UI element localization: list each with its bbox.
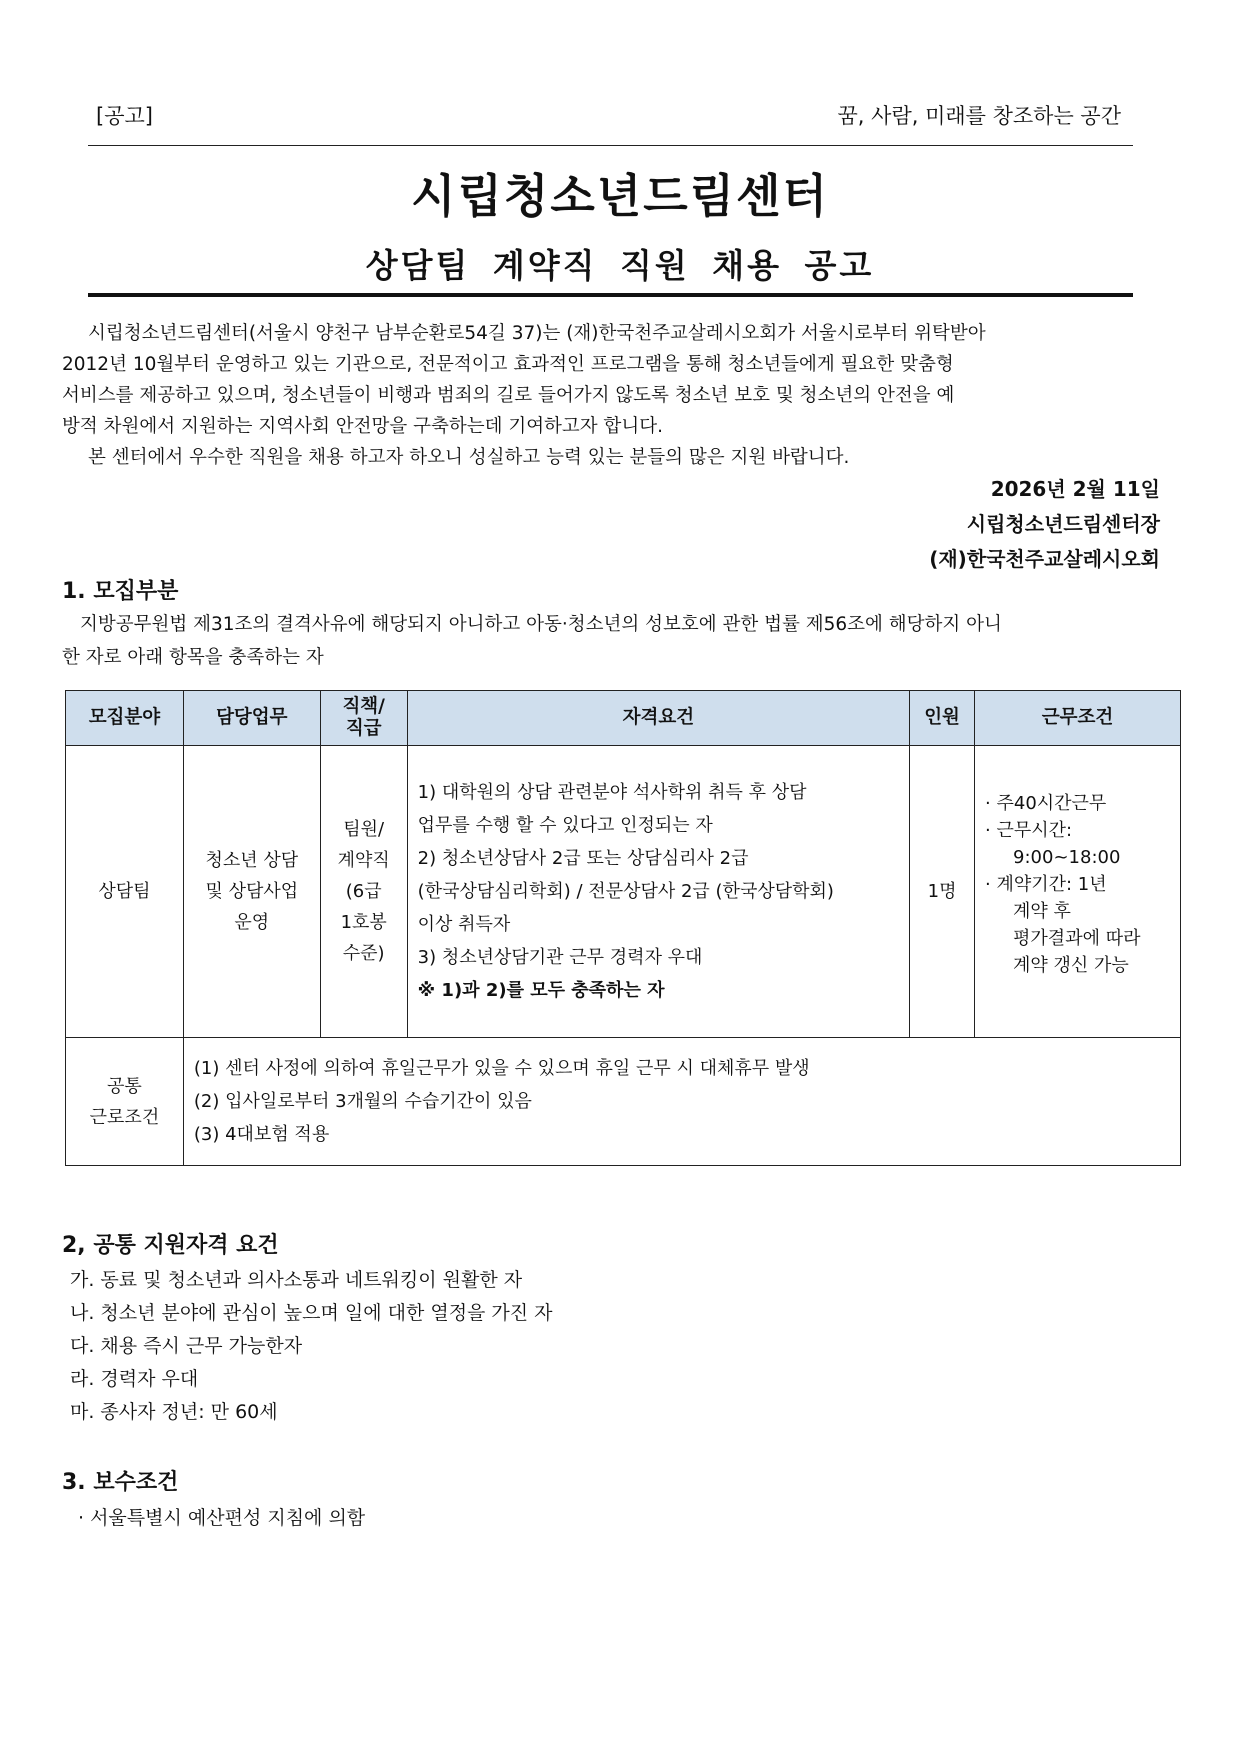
condition-line: 계약 후 [1013,901,1071,922]
field-cell: 상담팀 [66,746,184,1038]
header-cell: 자격요건 [407,691,909,746]
list-item: 다. 채용 즉시 근무 가능한자 [70,1335,303,1357]
common-condition-line: (2) 입사일로부터 3개월의 수습기간이 있음 [193,1091,532,1112]
intro-line: 방적 차원에서 지원하는 지역사회 안전망을 구축하는데 기여하고자 합니다. [62,416,664,437]
condition-line: 계약 갱신 가능 [1013,955,1129,976]
conditions-cell [975,746,1181,1038]
position-line: 팀원/ [343,819,385,840]
position-line: 계약직 [337,850,390,871]
position-cell [320,746,407,1038]
duty-cell [183,746,320,1038]
duty-line: 청소년 상담 [205,850,299,871]
intro-line: 서비스를 제공하고 있으며, 청소년들이 비행과 범죄의 길로 들어가지 않도록 청소년 보호 및 청소년의 안전을 예 [62,385,955,406]
qualification-line: 3) 청소년상담기관 근무 경력자 우대 [417,947,703,968]
condition-line: · 근무시간: [985,820,1073,841]
position-line: (6급 [345,881,382,902]
qualification-line: 2) 청소년상담사 2급 또는 상담심리사 2급 [417,848,749,869]
section1-desc-line: 지방공무원법 제31조의 결격사유에 해당되지 아니하고 아동·청소년의 성보호에 관한 법률 제56조에 해당하지 아니 [80,614,1002,635]
headcount-cell: 1명 [910,746,975,1038]
header-cell: 모집분야 [66,691,184,746]
signature-block [929,472,1160,577]
slogan: 꿈, 사람, 미래를 창조하는 공간 [837,104,1121,128]
header-cell: 인원 [910,691,975,746]
condition-line: · 주40시간근무 [985,793,1107,814]
duty-line: 및 상담사업 [205,881,299,902]
qualification-note: ※ 1)과 2)를 모두 충족하는 자 [417,980,665,1001]
table-header-row [66,691,1181,746]
condition-line: 9:00~18:00 [1013,847,1121,868]
section1-desc [62,608,1160,674]
common-label-line: 근로조건 [89,1106,160,1128]
page-subtitle: 상담팀 계약직 직원 채용 공고 [365,246,875,285]
common-condition-line: (1) 센터 사정에 의하여 휴일근무가 있을 수 있으며 휴일 근무 시 대체휴무 발생 [193,1058,810,1079]
condition-line: · 계약기간: 1년 [985,874,1107,895]
qualification-line: 이상 취득자 [417,914,511,935]
intro-line: 본 센터에서 우수한 직원을 채용 하고자 하오니 성실하고 능력 있는 분들의 많은 지원 바랍니다. [88,447,850,468]
list-item: 가. 동료 및 청소년과 의사소통과 네트워킹이 원활한 자 [70,1269,523,1291]
list-item: 나. 청소년 분야에 관심이 높으며 일에 대한 열정을 가진 자 [70,1302,553,1324]
qualification-line: (한국상담심리학회) / 전문상담사 2급 (한국상담학회) [417,881,834,902]
qualification-line: 1) 대학원의 상담 관련분야 석사학위 취득 후 상담 [417,782,807,803]
intro-text [62,318,1160,473]
section1-desc-line: 한 자로 아래 항목을 충족하는 자 [62,647,324,668]
intro-line: 시립청소년드림센터(서울시 양천구 남부순환로54길 37)는 (재)한국천주교살레시오회가 서울시로부터 위탁받아 [88,323,986,344]
duty-line: 운영 [234,912,270,933]
section3-heading: 3. 보수조건 [62,1470,179,1495]
center-head: 시립청소년드림센터장 [966,512,1160,536]
position-line: 수준) [342,943,385,964]
qualification-cell [407,746,909,1038]
position-line: 1호봉 [340,912,387,933]
section2-list [70,1264,1070,1429]
header-divider [88,145,1133,146]
header-cell: 담당업무 [183,691,320,746]
list-item: 라. 경력자 우대 [70,1368,199,1390]
header-cell: 근무조건 [975,691,1181,746]
intro-line: 2012년 10월부터 운영하고 있는 기관으로, 전문적이고 효과적인 프로그램을 통해 청소년들에게 필요한 맞춤형 [62,354,954,375]
common-label-cell [66,1038,184,1166]
list-item: · 서울특별시 예산편성 지침에 의함 [78,1507,366,1529]
section2-heading: 2, 공통 지원자격 요건 [62,1233,279,1258]
qualification-line: 업무를 수행 할 수 있다고 인정되는 자 [417,815,713,836]
recruit-table [65,690,1181,1166]
table-row [66,746,1181,1038]
common-label-line: 공통 [107,1075,142,1097]
organization: (재)한국천주교살레시오회 [929,547,1160,571]
page-title: 시립청소년드림센터 [411,169,829,223]
header-cell: 직책/ 직급 [320,691,407,746]
common-condition-line: (3) 4대보험 적용 [193,1124,330,1145]
section1-heading: 1. 모집부분 [62,579,179,604]
section3-list [78,1502,1078,1535]
notice-date: 2026년 2월 11일 [990,477,1160,501]
notice-tag: [공고] [96,104,153,128]
title-divider [88,293,1133,297]
table-row-common [66,1038,1181,1166]
common-conditions-cell [183,1038,1180,1166]
condition-line: 평가결과에 따라 [1013,928,1141,949]
list-item: 마. 종사자 정년: 만 60세 [70,1401,278,1423]
